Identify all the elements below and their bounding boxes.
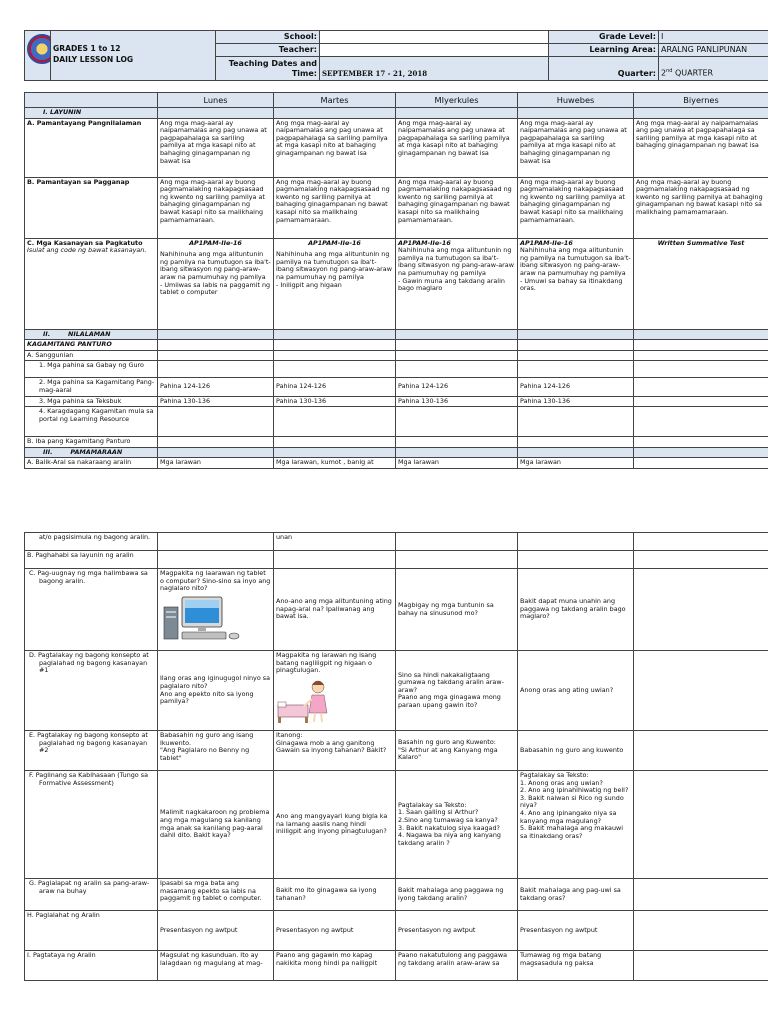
sanggunian-label: A. Sanggunian [25, 350, 158, 361]
quarter-sup: nd [666, 68, 673, 75]
quarter-word: QUARTER [672, 69, 714, 78]
lesson-table-1 [24, 92, 768, 469]
empty-cell [518, 407, 634, 437]
kagamitang-mag-aaral-label: 2. Mga pahina sa Kagamitang Pang-mag-aaral [25, 378, 158, 396]
paghahabi-label: B. Paghahabi sa layunin ng aralin [25, 551, 158, 569]
empty-cell [518, 437, 634, 448]
pagtataya-label: I. Pagtataya ng Aralin [25, 951, 158, 981]
title-cell [51, 31, 216, 81]
pagtataya-tue: Paano ang gagawin mo kapag nakikita mong hindi pa nailigpit [274, 951, 396, 981]
kagamitang-mag-aaral-row [25, 378, 768, 396]
pahina-130-thu: Pahina 130-136 [518, 396, 634, 407]
pahina-130-tue: Pahina 130-136 [274, 396, 396, 407]
girl-making-bed-illustration [276, 675, 336, 725]
day-header-fri: Biyernes [634, 93, 768, 108]
pag-uugnay-mon-text: Magpakita ng laarawan ng tablet o computer? Sino-sino sa inyo ang naglalaro nito? [160, 569, 271, 593]
kasanayan-label-cell [25, 238, 158, 329]
empty-cell [396, 533, 518, 551]
pagtalakay-1-row [25, 651, 768, 731]
text-tue: Nahihinuha ang mga alituntunin ng pamilya na tumutugon sa iba't-ibang sitwasyon ng pang-araw-araw na pamumuhay ng pamilya - Iniligpit ang higaan [276, 250, 392, 289]
pagtalakay-1-tue [274, 651, 396, 731]
balik-aral-wed: Mga larawan [396, 458, 518, 469]
continuation-label: at/o pagsisimula ng bagong aralin. [25, 533, 158, 551]
empty-cell [396, 407, 518, 437]
empty-cell [158, 551, 274, 569]
kasanayan-wed [396, 238, 518, 329]
empty-cell [158, 329, 274, 340]
continuation-tue: unan [274, 533, 396, 551]
pagtalakay-1-wed: Sino sa hindi nakakaligtaang gumawa ng takdang aralin araw-araw? Paano ang mga ginagawa mong paraan upang gawin ito? [396, 651, 518, 731]
teksbuk-row [25, 396, 768, 407]
empty-cell [518, 551, 634, 569]
day-header-blank [25, 93, 158, 108]
paglalapat-tue: Bakit mo ito ginagawa sa iyong tahanan? [274, 879, 396, 911]
pahina-130-wed: Pahina 130-136 [396, 396, 518, 407]
empty-cell [634, 340, 768, 351]
quarter-label: Quarter: [549, 57, 659, 81]
empty-cell [274, 329, 396, 340]
header-table [24, 30, 768, 81]
empty-cell [634, 396, 768, 407]
paglinang-tue: Ano ang mangyayari kung bigla ka na lamang aaslis nang hindi iniiligpit ang inyong pinagtulugan? [274, 771, 396, 879]
title-line1: GRADES 1 to 12 [53, 44, 121, 53]
pag-uugnay-thu: Bakit dapat muna unahin ang paggawa ng takdang aralin bago maglaro? [518, 569, 634, 651]
pahina-124-wed: Pahina 124-126 [396, 378, 518, 396]
balik-aral-tue: Mga larawan, kumot , banig at [274, 458, 396, 469]
area-label: Learning Area: [549, 44, 659, 57]
layunin-title: I. LAYUNIN [25, 108, 158, 119]
paglalahat-tue: Presentasyon ng awtput [274, 911, 396, 951]
empty-cell [158, 361, 274, 378]
empty-cell [634, 731, 768, 771]
pahina-124-thu: Pahina 124-126 [518, 378, 634, 396]
paglalapat-thu: Bakit mahalaga ang pag-uwi sa takdang oras? [518, 879, 634, 911]
empty-cell [518, 340, 634, 351]
empty-cell [634, 569, 768, 651]
empty-cell [396, 437, 518, 448]
pamamaraan-num: III. [43, 447, 53, 456]
paglalahat-thu: Presentasyon ng awtput [518, 911, 634, 951]
pagtalakay-2-wed: Basahin ng guro ang Kuwento: "Si Arthur at ang Kanyang mga Kalaro" [396, 731, 518, 771]
empty-cell [518, 329, 634, 340]
empty-cell [634, 407, 768, 437]
empty-cell [274, 407, 396, 437]
gabay-guro-label: 1. Mga pahina sa Gabay ng Guro [25, 361, 158, 378]
empty-cell [634, 378, 768, 396]
pag-uugnay-wed: Magbigay ng mga tuntunin sa bahay na sinusunod mo? [396, 569, 518, 651]
empty-cell [396, 551, 518, 569]
balik-aral-mon: Mga larawan [158, 458, 274, 469]
pagtalakay-2-row [25, 731, 768, 771]
dates-label-line2: Time: [291, 69, 317, 78]
day-header-row [25, 93, 768, 108]
quarter-num: 2 [661, 69, 667, 78]
pagtataya-row [25, 951, 768, 981]
kasanayan-label: C. Mga Kasanayan sa Pagkatuto [27, 238, 143, 247]
day-header-tue: Martes [274, 93, 396, 108]
empty-cell [158, 437, 274, 448]
pagtalakay-1-mon: Ilang oras ang iginugugol ninyo sa paglalaro nito? Ano ang epekto nito sa iyong pamilya? [158, 651, 274, 731]
school-label: School: [216, 31, 320, 44]
paglinang-wed: Pagtalakay sa Teksto: 1. Saan galling si Arthur? 2.Sino ang tumawag sa kanya? 3. Bakit nakatulog siya kaagad? 4. Nagawa ba niya ang kanyang takdang aralin ? [396, 771, 518, 879]
kasanayan-fri [634, 238, 768, 329]
pagtalakay-1-label: D. Pagtalakay ng bagong konsepto at paglalahad ng bagong kasanayan #1 [25, 651, 158, 731]
balik-aral-thu: Mga larawan [518, 458, 634, 469]
iba-pang-kagamitan-label: B. Iba pang Kagamitang Panturo [25, 437, 158, 448]
empty-cell [634, 951, 768, 981]
iba-pang-kagamitan-row [25, 437, 768, 448]
paglalahat-mon: Presentasyon ng awtput [158, 911, 274, 951]
dates-value: SEPTEMBER 17 - 21, 2018 [320, 57, 549, 81]
code-tue: AP1PAM-IIe-16 [308, 238, 361, 247]
pagganap-wed: Ang mga mag-aaral ay buong pagmamalaking nakapagsasaad ng kwento ng sariling pamilya at bahaging ginagampanan ng bawat kasapi nito sa malikhaing pamamamaraan. [396, 177, 518, 238]
pagtataya-mon: Magsulat ng kasunduan. Ito ay lalagdaan ng magulang at mag- [158, 951, 274, 981]
pamamaraan-row [25, 447, 768, 458]
code-mon: AP1PAM-IIe-16 [189, 238, 242, 247]
empty-cell [634, 651, 768, 731]
empty-cell [634, 879, 768, 911]
empty-cell [634, 458, 768, 469]
pangnilalaman-label: A. Pamantayang Pangnilalaman [25, 118, 158, 177]
kagamitang-panturo-row [25, 340, 768, 351]
pagtalakay-2-mon: Babasahin ng guro ang isang Ikuwento. "Ang Paglalaro no Benny ng tablet" [158, 731, 274, 771]
grade-label: Grade Level: [549, 31, 659, 44]
pangnilalaman-thu: Ang mga mag-aaral ay naipamamalas ang pag unawa at pagpapahalaga sa sariling pamilya at mga kasapi nito at bahaging ginagampanan ng bawat isa [518, 118, 634, 177]
deped-seal-icon [27, 34, 51, 64]
empty-cell [634, 771, 768, 879]
kagamitang-panturo-title: KAGAMITANG PANTURO [25, 340, 158, 351]
pangnilalaman-fri: Ang mga mag-aaral ay naipamamalas ang pag unawa at pagpapahalaga sa sariling pamilya at mga kasapi nito at bahaging ginagampanan ng bawat isa [634, 118, 768, 177]
empty-cell [518, 361, 634, 378]
empty-cell [634, 447, 768, 458]
pamamaraan-text: PAMAMARAAN [70, 447, 123, 456]
balik-aral-label: A. Balik-Aral sa nakaraang aralin [25, 458, 158, 469]
paghahabi-row [25, 551, 768, 569]
empty-cell [158, 533, 274, 551]
pagtalakay-2-tue: Itanong: Ginagawa mob a ang ganitong Gawain sa inyong tahanan? Bakit? [274, 731, 396, 771]
pagtataya-thu: Tumawag ng mga batang magsasadula ng paksa [518, 951, 634, 981]
day-header-mon: Lunes [158, 93, 274, 108]
paglinang-thu: Pagtalakay sa Teksto: 1. Anong oras ang uwian? 2. Ano ang ipinahihiwatig ng bell? 3. Bakit naiwan si Rico ng sundo niya? 4. Ano ang ipinangako niya sa kanyang mga magulang? 5. Bakit mahalaga ang makauwi sa itinakdang oras? [518, 771, 634, 879]
empty-cell [634, 911, 768, 951]
day-header-thu: Huwebes [518, 93, 634, 108]
lesson-table-2 [24, 532, 768, 981]
dates-label [216, 57, 320, 81]
sanggunian-row [25, 350, 768, 361]
text-thu: Nahihinuha ang mga alituntunin ng pamilya na tumutugon sa iba't-ibang sitwasyon ng pang-araw-araw na pamumuhay ng pamilya - Umuwi sa bahay sa itinakdang oras. [520, 246, 631, 293]
nilalaman-text: NILALAMAN [68, 329, 111, 338]
pagganap-tue: Ang mga mag-aaral ay buong pagmamalaking nakapagsasaad ng kwento ng sariling pamilya at bahaging ginagampanan ng bawat kasapi nito sa malikhaing pamamamaraan. [274, 177, 396, 238]
pamamaraan-title [25, 447, 158, 458]
teksbuk-label: 3. Mga pahina sa Teksbuk [25, 396, 158, 407]
pangnilalaman-mon: Ang mga mag-aaral ay naipamamalas ang pag unawa at pagpapahalaga sa sariling pamilya at mga kasapi nito at bahaging ginagampanan ng bawat isa [158, 118, 274, 177]
empty-cell [634, 533, 768, 551]
dates-label-line1: Teaching Dates and [228, 59, 317, 68]
empty-cell [634, 350, 768, 361]
kasanayan-tue [274, 238, 396, 329]
pagtalakay-2-label: E. Pagtalakay ng bagong konsepto at paglalahad ng bagong kasanayan #2 [25, 731, 158, 771]
row-pamantayan-sa-pagganap [25, 177, 768, 238]
empty-cell [396, 350, 518, 361]
paglinang-mon: Malimit nagkakaroon ng problema ang mga magulang sa kanilang mga anak sa kanilang pag-aaral dahil dito. Bakit kaya? [158, 771, 274, 879]
learning-resource-label: 4. Karagdagang Kagamitan mula sa portal ng Learning Resource [25, 407, 158, 437]
empty-cell [274, 108, 396, 119]
pag-uugnay-label: C. Pag-uugnay ng mga halimbawa sa bagong aralin. [25, 569, 158, 651]
paglalapat-label: G. Paglalapat ng aralin sa pang-araw-araw na buhay [25, 879, 158, 911]
empty-cell [274, 437, 396, 448]
empty-cell [274, 447, 396, 458]
empty-cell [396, 340, 518, 351]
pagganap-label: B. Pamantayan sa Pagganap [25, 177, 158, 238]
pagganap-fri: Ang mga mag-aaral ay buong pagmamalaking nakapagsasaad ng kwento ng sariling pamilya at bahaging ginagampanan ng bawat kasapi nito sa malikhaing pamamamaraan. [634, 177, 768, 238]
text-wed: Nahihinuha ang mga alituntunin ng pamilya na tumutugon sa iba't-ibang sitwasyon ng pang-araw-araw na pamumuhay ng pamilya - Gawin muna ang takdang aralin bago maglaro [398, 246, 514, 293]
summative-test: Written Summative Test [657, 238, 745, 247]
empty-cell [518, 533, 634, 551]
pagtataya-wed: Paano nakatutulong ang paggawa ng takdang aralin araw-araw sa [396, 951, 518, 981]
empty-cell [634, 361, 768, 378]
paglalapat-mon: Ipasabi sa mga bata ang masamang epekto sa labis na paggamit ng tablet o computer. [158, 879, 274, 911]
text-mon: Nahihinuha ang mga alituntunin ng pamilya na tumutugon sa iba't-ibang sitwasyon ng pang-araw-araw na pamumuhay ng pamilya - Umiiwas sa labis na paggamit ng tablet o computer [160, 250, 271, 297]
empty-cell [634, 329, 768, 340]
layunin-row [25, 108, 768, 119]
empty-cell [158, 350, 274, 361]
empty-cell [274, 551, 396, 569]
logo-cell [25, 31, 51, 81]
empty-cell [518, 108, 634, 119]
kasanayan-mon [158, 238, 274, 329]
teacher-value [320, 44, 549, 57]
pag-uugnay-tue: Ano-ano ang mga alituntuning ating napag-aral na? Ipaliwanag ang bawat isa. [274, 569, 396, 651]
code-thu: AP1PAM-IIe-16 [520, 238, 573, 247]
nilalaman-num: II. [43, 329, 51, 338]
empty-cell [274, 340, 396, 351]
paglalahat-wed: Presentasyon ng awtput [396, 911, 518, 951]
lesson-table-page2 [24, 532, 768, 981]
empty-cell [158, 340, 274, 351]
code-wed: AP1PAM-IIe-16 [398, 238, 451, 247]
title-line2: DAILY LESSON LOG [53, 55, 134, 64]
header-block [24, 30, 768, 81]
empty-cell [518, 350, 634, 361]
empty-cell [634, 551, 768, 569]
learning-resource-row [25, 407, 768, 437]
pagtalakay-1-thu: Anong oras ang ating uwian? [518, 651, 634, 731]
balik-aral-row [25, 458, 768, 469]
pahina-124-tue: Pahina 124-126 [274, 378, 396, 396]
pagganap-mon: Ang mga mag-aaral ay buong pagmamalaking nakapagsasaad ng kwento ng sariling pamilya at bahaging ginagampanan ng bawat kasapi nito sa malikhaing pamamamaraan. [158, 177, 274, 238]
empty-cell [396, 447, 518, 458]
pagtalakay-1-tue-text: Magpakita ng larawan ng isang batang nagliligpit ng higaan o pinagtulugan. [276, 651, 377, 675]
empty-cell [158, 108, 274, 119]
school-value [320, 31, 549, 44]
area-value: ARALNG PANLIPUNAN [659, 44, 768, 57]
row-kasanayan [25, 238, 768, 329]
empty-cell [634, 108, 768, 119]
pag-uugnay-mon [158, 569, 274, 651]
empty-cell [518, 447, 634, 458]
paglalahat-row [25, 911, 768, 951]
paglalapat-row [25, 879, 768, 911]
pangnilalaman-tue: Ang mga mag-aaral ay naipamamalas ang pag unawa at pagpapahalaga sa sariling pamilya at mga kasapi nito at bahaging ginagampanan ng bawat isa [274, 118, 396, 177]
pagganap-thu: Ang mga mag-aaral ay buong pagmamalaking nakapagsasaad ng kwento ng sariling pamilya at bahaging ginagampanan ng bawat kasapi nito sa malikhaing pamamamaraan. [518, 177, 634, 238]
kasanayan-thu [518, 238, 634, 329]
empty-cell [634, 437, 768, 448]
paglinang-label: F. Paglinang sa Kabihasaan (Tungo sa Formative Assessment) [25, 771, 158, 879]
pag-uugnay-row [25, 569, 768, 651]
empty-cell [396, 361, 518, 378]
row-pamantayang-pangnilalaman [25, 118, 768, 177]
computer-illustration [160, 595, 246, 643]
pagtalakay-2-thu: Babasahin ng guro ang kuwento [518, 731, 634, 771]
lesson-table-page1 [24, 92, 768, 469]
pahina-124-mon: Pahina 124-126 [158, 378, 274, 396]
nilalaman-title [25, 329, 158, 340]
empty-cell [396, 108, 518, 119]
paglalahat-label: H. Paglalahat ng Aralin [25, 911, 158, 951]
empty-cell [158, 407, 274, 437]
pangnilalaman-wed: Ang mga mag-aaral ay naipamamalas ang pag unawa at pagpapahalaga sa sariling pamilya at mga kasapi nito at bahaging ginagampanan ng bawat isa [396, 118, 518, 177]
paglalapat-wed: Bakit mahalaga ang paggawa ng iyong takdang aralin? [396, 879, 518, 911]
grade-value: I [659, 31, 768, 44]
empty-cell [158, 447, 274, 458]
paglinang-row [25, 771, 768, 879]
gabay-guro-row [25, 361, 768, 378]
empty-cell [396, 329, 518, 340]
day-header-wed: MIyerkules [396, 93, 518, 108]
pahina-130-mon: Pahina 130-136 [158, 396, 274, 407]
kasanayan-sub: Isulat ang code ng bawat kasanayan. [27, 246, 147, 255]
empty-cell [274, 361, 396, 378]
empty-cell [274, 350, 396, 361]
teacher-label: Teacher: [216, 44, 320, 57]
nilalaman-row [25, 329, 768, 340]
continuation-row [25, 533, 768, 551]
quarter-value [659, 57, 768, 81]
